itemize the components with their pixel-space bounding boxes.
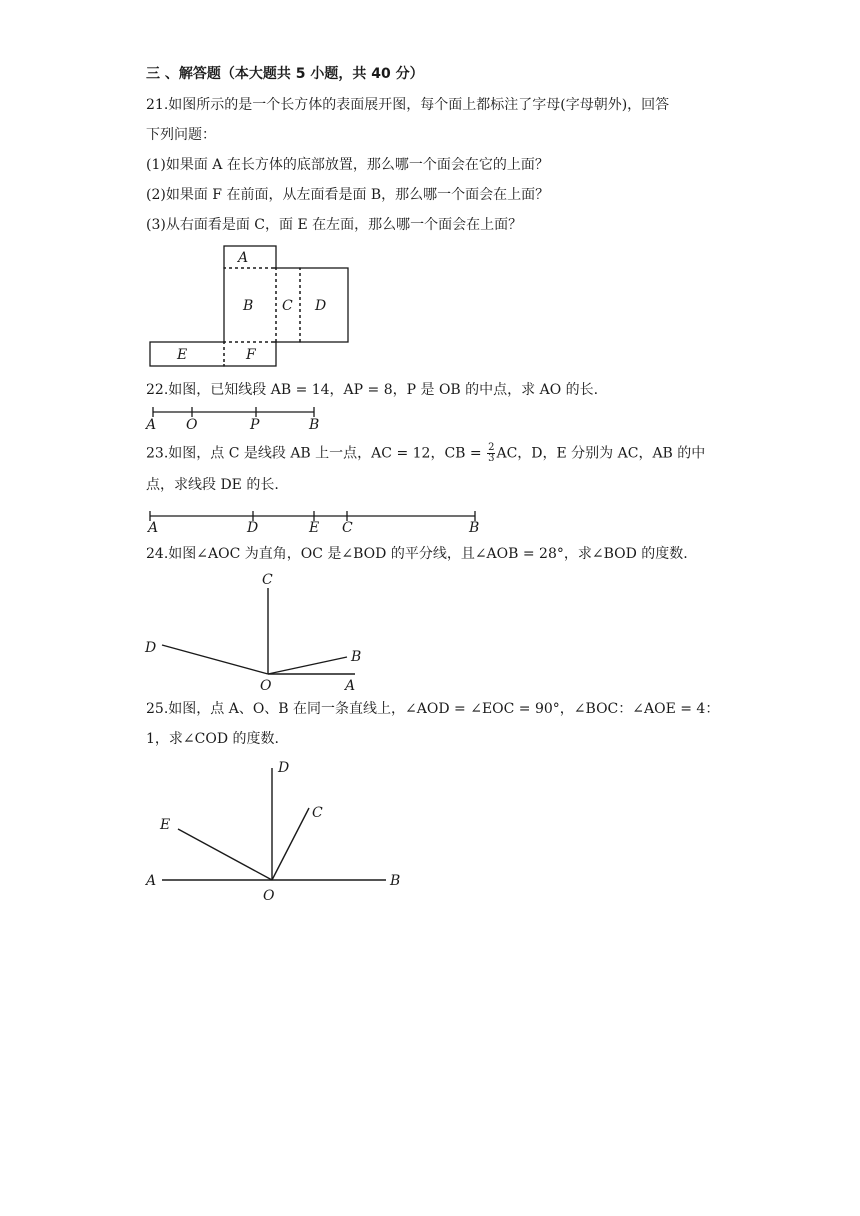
q22-label-p: P (250, 417, 260, 433)
q23-text-after-fraction: AC，D，E 分别为 AC，AB 的中 (496, 445, 706, 462)
q24-label-c: C (262, 572, 273, 588)
q22-label-b: B (309, 417, 320, 433)
q23-label-a: A (148, 520, 159, 536)
q24-label-b: B (351, 649, 362, 665)
ray-oe (178, 829, 272, 880)
ray-oc (272, 808, 309, 880)
net-label-b: B (243, 298, 254, 314)
fraction-numerator: 2 (488, 442, 495, 453)
q22-label-o: O (186, 417, 198, 433)
q21-subquestion-2: (2)如果面 F 在前面，从左面看是面 B，那么哪一个面会在上面？ (146, 187, 550, 203)
net-label-a: A (238, 250, 249, 266)
q23-label-d: D (247, 520, 259, 536)
q25-label-o: O (263, 888, 275, 904)
q25-label-e: E (160, 817, 171, 833)
fraction-denominator: 3 (488, 453, 495, 464)
q23-label-c: C (342, 520, 353, 536)
q23-label-e: E (309, 520, 320, 536)
q23-text-before-fraction: 23.如图，点 C 是线段 AB 上一点，AC = 12，CB = (146, 445, 487, 462)
q25-label-a: A (146, 873, 157, 889)
q25-text-line2: 1，求∠COD 的度数. (146, 731, 279, 747)
q24-label-d: D (145, 640, 157, 656)
net-label-f: F (246, 347, 256, 363)
q21-subquestion-3: (3)从右面看是面 C，面 E 在左面，那么哪一个面会在上面？ (146, 217, 523, 233)
q21-subquestion-1: (1)如果面 A 在长方体的底部放置，那么哪一个面会在它的上面？ (146, 157, 549, 173)
q21-text-line2: 下列问题： (146, 127, 216, 143)
q25-label-d: D (278, 760, 290, 776)
q25-label-b: B (390, 873, 401, 889)
net-label-c: C (282, 298, 293, 314)
q25-label-c: C (312, 805, 323, 821)
q24-text: 24.如图∠AOC 为直角，OC 是∠BOD 的平分线，且∠AOB = 28°，求∠BOD 的度数. (146, 546, 688, 562)
q25-text-line1: 25.如图，点 A、O、B 在同一条直线上，∠AOD = ∠EOC = 90°，∠BOC：∠AOE = 4： (146, 701, 720, 717)
q23-label-b: B (469, 520, 480, 536)
net-label-d: D (315, 298, 327, 314)
section-heading: 三 、解答题（本大题共 5 小题，共 40 分） (146, 66, 424, 82)
q23-text-line2: 点，求线段 DE 的长. (146, 477, 279, 493)
q22-text: 22.如图，已知线段 AB = 14，AP = 8，P 是 OB 的中点，求 AO 的长. (146, 382, 599, 398)
q22-label-a: A (146, 417, 157, 433)
q21-text-line1: 21.如图所示的是一个长方体的表面展开图，每个面上都标注了字母(字母朝外)，回答 (146, 97, 670, 113)
net-label-e: E (177, 347, 188, 363)
q24-label-a: A (345, 678, 356, 694)
q24-label-o: O (260, 678, 272, 694)
